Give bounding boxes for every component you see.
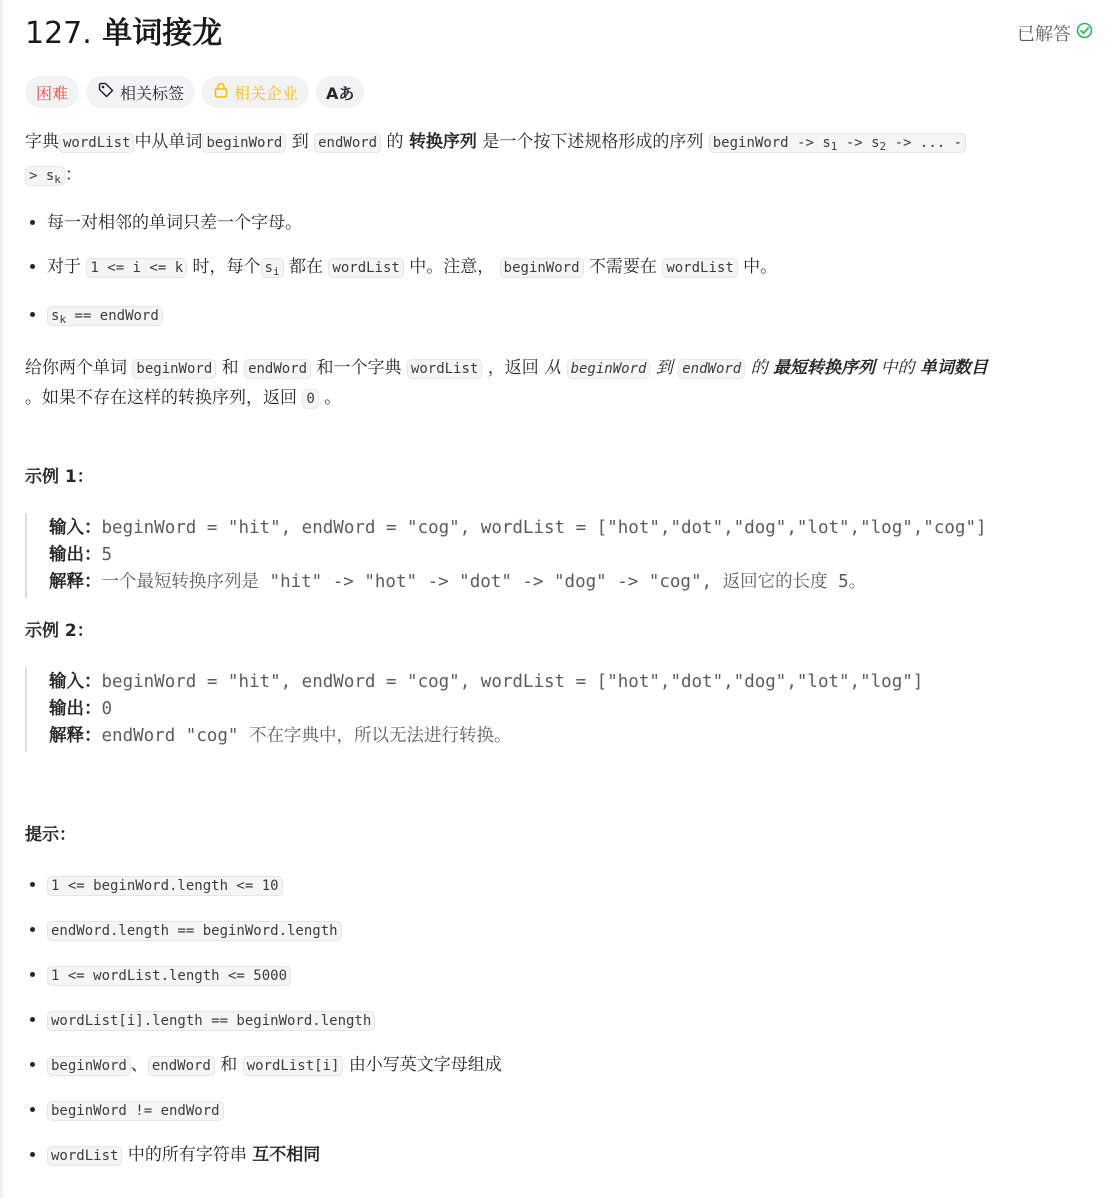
- text: 时，每个: [192, 257, 261, 277]
- list-item: [47, 301, 1093, 334]
- code-range: 1 <= i <= k: [86, 258, 187, 278]
- solved-status: [1017, 20, 1093, 46]
- text: ：: [64, 165, 82, 185]
- text: 到: [291, 132, 309, 152]
- output-label: 输出：: [49, 545, 102, 565]
- text: 都在: [289, 257, 323, 277]
- hint-code: endWord.length == beginWord.length: [47, 921, 342, 941]
- example-title: 示例 2：: [25, 621, 94, 641]
- list-item: [47, 209, 1093, 238]
- hint-code: wordList[i].length == beginWord.length: [47, 1011, 375, 1031]
- left-divider: [0, 0, 3, 1198]
- problem-title[interactable]: [25, 14, 1093, 54]
- example-output: 5: [101, 545, 113, 565]
- code-sequence-end: [25, 166, 65, 186]
- text: ，返回: [487, 358, 539, 378]
- subscript: k: [59, 313, 67, 326]
- text: 每一对相邻的单词只差一个字母。: [47, 213, 302, 233]
- text: 给你两个单词: [25, 358, 127, 378]
- list-item: [47, 1141, 1093, 1171]
- code-endword: endWord: [678, 359, 745, 379]
- code-sequence: [709, 133, 966, 153]
- seq-part: -> ... -: [886, 135, 963, 151]
- code-wordlist: wordList: [59, 133, 134, 153]
- problem-number: 127.: [25, 16, 92, 51]
- example-1: [25, 464, 1093, 598]
- explain-text: 不在字典中，所以无法进行转换。: [249, 726, 512, 746]
- input-label: 输入：: [49, 518, 102, 538]
- text: 的: [386, 132, 404, 152]
- rules-list: [25, 209, 1093, 334]
- hint-code: 1 <= wordList.length <= 5000: [47, 966, 291, 986]
- explain-code: endWord "cog": [101, 726, 250, 746]
- text: 中的所有字符串: [127, 1145, 247, 1165]
- code-beginword: beginWord: [202, 133, 286, 153]
- bold-text: 互不相同: [252, 1145, 321, 1165]
- bold-italic-text: 单词数目: [919, 358, 988, 378]
- text: 由小写英文字母组成: [348, 1055, 502, 1075]
- code-endword: endWord: [244, 359, 311, 379]
- text: 中。注意，: [409, 257, 495, 277]
- text: 、: [130, 1055, 148, 1075]
- explain-text: 。: [848, 572, 867, 592]
- related-companies-button[interactable]: [202, 76, 309, 108]
- example-output: 0: [101, 699, 113, 719]
- explain-text: 一个最短转换序列是: [101, 572, 259, 592]
- list-item: [47, 916, 1093, 946]
- translate-icon: Aあ: [326, 83, 355, 103]
- tag-bar: [25, 76, 364, 108]
- title-row: [25, 14, 1093, 58]
- difficulty-label: 困难: [36, 83, 69, 103]
- text: 中。: [743, 257, 778, 277]
- subscript: k: [54, 173, 61, 186]
- italic-text: 的: [750, 358, 768, 378]
- related-companies-label: 相关企业: [234, 83, 299, 103]
- intro-paragraph: [25, 128, 1093, 194]
- code-wordlist: wordList: [328, 258, 403, 278]
- text: 。: [324, 388, 342, 408]
- explain-label: 解释：: [49, 572, 102, 592]
- explain-code: 5: [827, 572, 849, 592]
- italic-text: 从: [544, 358, 562, 378]
- hint-code: beginWord: [47, 1056, 131, 1076]
- code-zero: 0: [302, 389, 318, 409]
- code-sk-endword: [47, 306, 163, 326]
- example-2: [25, 618, 1093, 752]
- code-beginword: beginWord: [500, 258, 584, 278]
- code-beginword: beginWord: [567, 359, 651, 379]
- seq-part: > s: [29, 168, 55, 184]
- list-item: [47, 1096, 1093, 1126]
- text: 。如果不存在这样的转换序列，返回: [25, 388, 297, 408]
- seq-part: == endWord: [66, 308, 159, 324]
- text: 对于: [47, 257, 81, 277]
- lock-icon: [213, 81, 229, 103]
- example-input: beginWord = "hit", endWord = "cog", wordList = ["hot","dot","dog","lot","log","cog"]: [101, 518, 987, 538]
- output-label: 输出：: [49, 699, 102, 719]
- hints-title: 提示：: [25, 825, 76, 845]
- seq-part: beginWord -> s: [712, 135, 831, 151]
- solved-label: 已解答: [1017, 24, 1071, 45]
- text: 字典: [25, 132, 59, 152]
- hint-code: 1 <= beginWord.length <= 10: [47, 876, 283, 896]
- example-input: beginWord = "hit", endWord = "cog", wordList = ["hot","dot","dog","lot","log"]: [101, 672, 924, 692]
- hint-code: endWord: [148, 1056, 215, 1076]
- example-block: [25, 513, 1093, 598]
- seq-part: s: [264, 260, 273, 276]
- code-si: [261, 258, 284, 278]
- related-tags-label: 相关标签: [120, 83, 185, 103]
- text: 不需要在: [588, 257, 657, 277]
- list-item: [47, 871, 1093, 901]
- code-wordlist: wordList: [407, 359, 482, 379]
- subscript: 2: [879, 140, 887, 153]
- explain-label: 解释：: [49, 726, 102, 746]
- list-item: [47, 1051, 1093, 1081]
- list-item: [47, 253, 1093, 286]
- code-endword: endWord: [314, 133, 381, 153]
- text: 中从单词: [134, 132, 203, 152]
- text: 和: [221, 358, 239, 378]
- text: 和一个字典: [316, 358, 402, 378]
- example-block: [25, 667, 1093, 752]
- example-title: 示例 1：: [25, 467, 94, 487]
- bold-transform-seq: 转换序列: [408, 132, 477, 152]
- list-item: [47, 1006, 1093, 1036]
- hints-list: [25, 871, 1093, 1171]
- related-tags-button[interactable]: [86, 76, 195, 108]
- list-item: [47, 961, 1093, 991]
- problem-content: [25, 128, 1093, 1186]
- task-paragraph: [25, 354, 1093, 414]
- subscript: i: [272, 265, 280, 278]
- difficulty-badge[interactable]: [25, 76, 79, 108]
- hint-code: wordList: [47, 1146, 122, 1166]
- input-label: 输入：: [49, 672, 102, 692]
- text: 是一个按下述规格形成的序列: [482, 132, 704, 152]
- bold-italic-text: 最短转换序列: [773, 358, 876, 378]
- check-circle-icon: [1076, 22, 1093, 44]
- tag-icon: [97, 81, 115, 103]
- italic-text: 到: [655, 358, 673, 378]
- seq-part: -> s: [837, 135, 880, 151]
- problem-name: 单词接龙: [102, 16, 223, 51]
- text: 和: [220, 1055, 238, 1075]
- explain-text: 返回它的长度: [722, 572, 828, 592]
- hint-code: beginWord != endWord: [47, 1101, 224, 1121]
- explain-code: "hit" -> "hot" -> "dot" -> "dog" -> "cog",: [259, 572, 723, 592]
- code-wordlist: wordList: [662, 258, 737, 278]
- seq-part: s: [51, 308, 60, 324]
- hint-code: wordList[i]: [243, 1056, 344, 1076]
- translate-font-button[interactable]: [316, 76, 364, 108]
- subscript: 1: [830, 140, 838, 153]
- code-beginword: beginWord: [132, 359, 216, 379]
- italic-text: 中的: [880, 358, 915, 378]
